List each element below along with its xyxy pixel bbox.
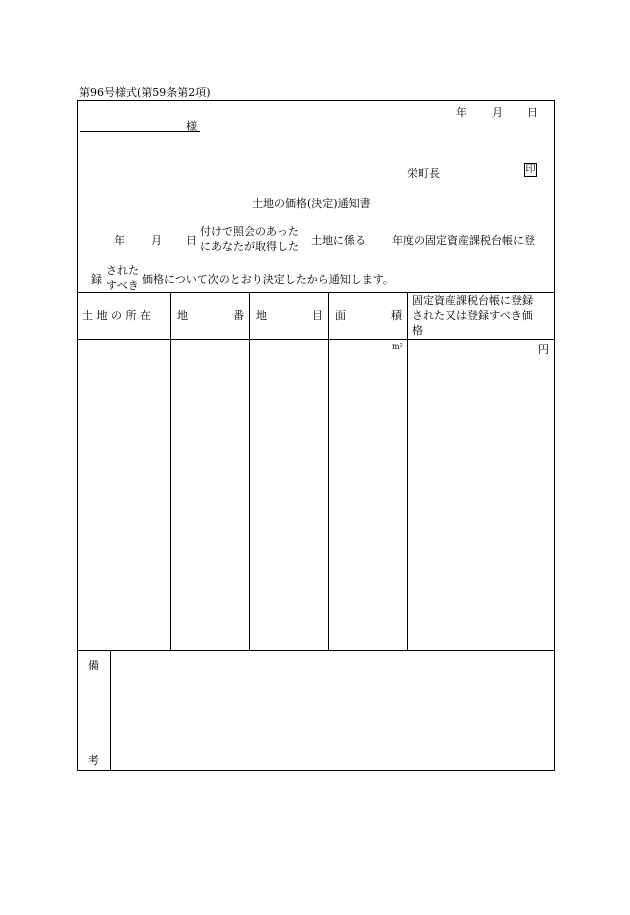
col-divider-2 (249, 292, 250, 650)
header-value-line-2: された又は登録すべき価 (412, 309, 533, 322)
date-month: 月 (492, 106, 503, 119)
notice-title: 土地の価格(決定)通知書 (252, 197, 371, 210)
table-top-border (77, 292, 555, 293)
land-related-text: 土地に係る (311, 234, 366, 247)
conclusion-text: 価格について次のとおり決定したから通知します。 (142, 273, 394, 286)
col-divider-1 (170, 292, 171, 650)
header-category-b: 目 (312, 309, 323, 322)
roku-char: 録 (91, 273, 102, 286)
body-month: 月 (151, 234, 162, 247)
form-title: 第96号様式(第59条第2項) (79, 86, 211, 99)
header-value-line-1: 固定資産課税台帳に登録 (412, 294, 533, 307)
header-area-a: 面 (335, 309, 346, 322)
value-unit: 円 (538, 343, 549, 356)
choice-line-1: された (106, 264, 139, 277)
header-location: 土 地 の 所 在 (82, 309, 151, 322)
body-year: 年 (114, 234, 125, 247)
remarks-label-bottom: 考 (88, 754, 99, 767)
issuer-name: 栄町長 (407, 167, 440, 180)
seal-mark: 印 (525, 164, 536, 175)
header-value-line-3: 格 (412, 324, 423, 337)
header-lot-a: 地 (177, 309, 188, 322)
date-year: 年 (456, 106, 467, 119)
addressee-suffix: 様 (186, 120, 197, 133)
header-area-b: 積 (391, 309, 402, 322)
addressee-underline (80, 131, 200, 132)
header-bottom-border (77, 339, 555, 340)
body-day: 日 (186, 234, 197, 247)
header-lot-b: 番 (233, 309, 244, 322)
col-divider-4 (407, 292, 408, 650)
col-divider-3 (328, 292, 329, 650)
date-day: 日 (527, 106, 538, 119)
area-unit: m² (392, 342, 403, 351)
choice-line-2: すべき (106, 279, 139, 292)
header-category-a: 地 (256, 309, 267, 322)
table-bottom-border (77, 650, 555, 651)
fiscal-year-text: 年度の固定資産課税台帳に登 (392, 234, 535, 247)
ref-line-2: にあなたが取得した (200, 240, 299, 253)
ref-line-1: 付けで照会のあった (200, 225, 299, 238)
remarks-divider (110, 650, 111, 771)
remarks-label-top: 備 (88, 659, 99, 672)
